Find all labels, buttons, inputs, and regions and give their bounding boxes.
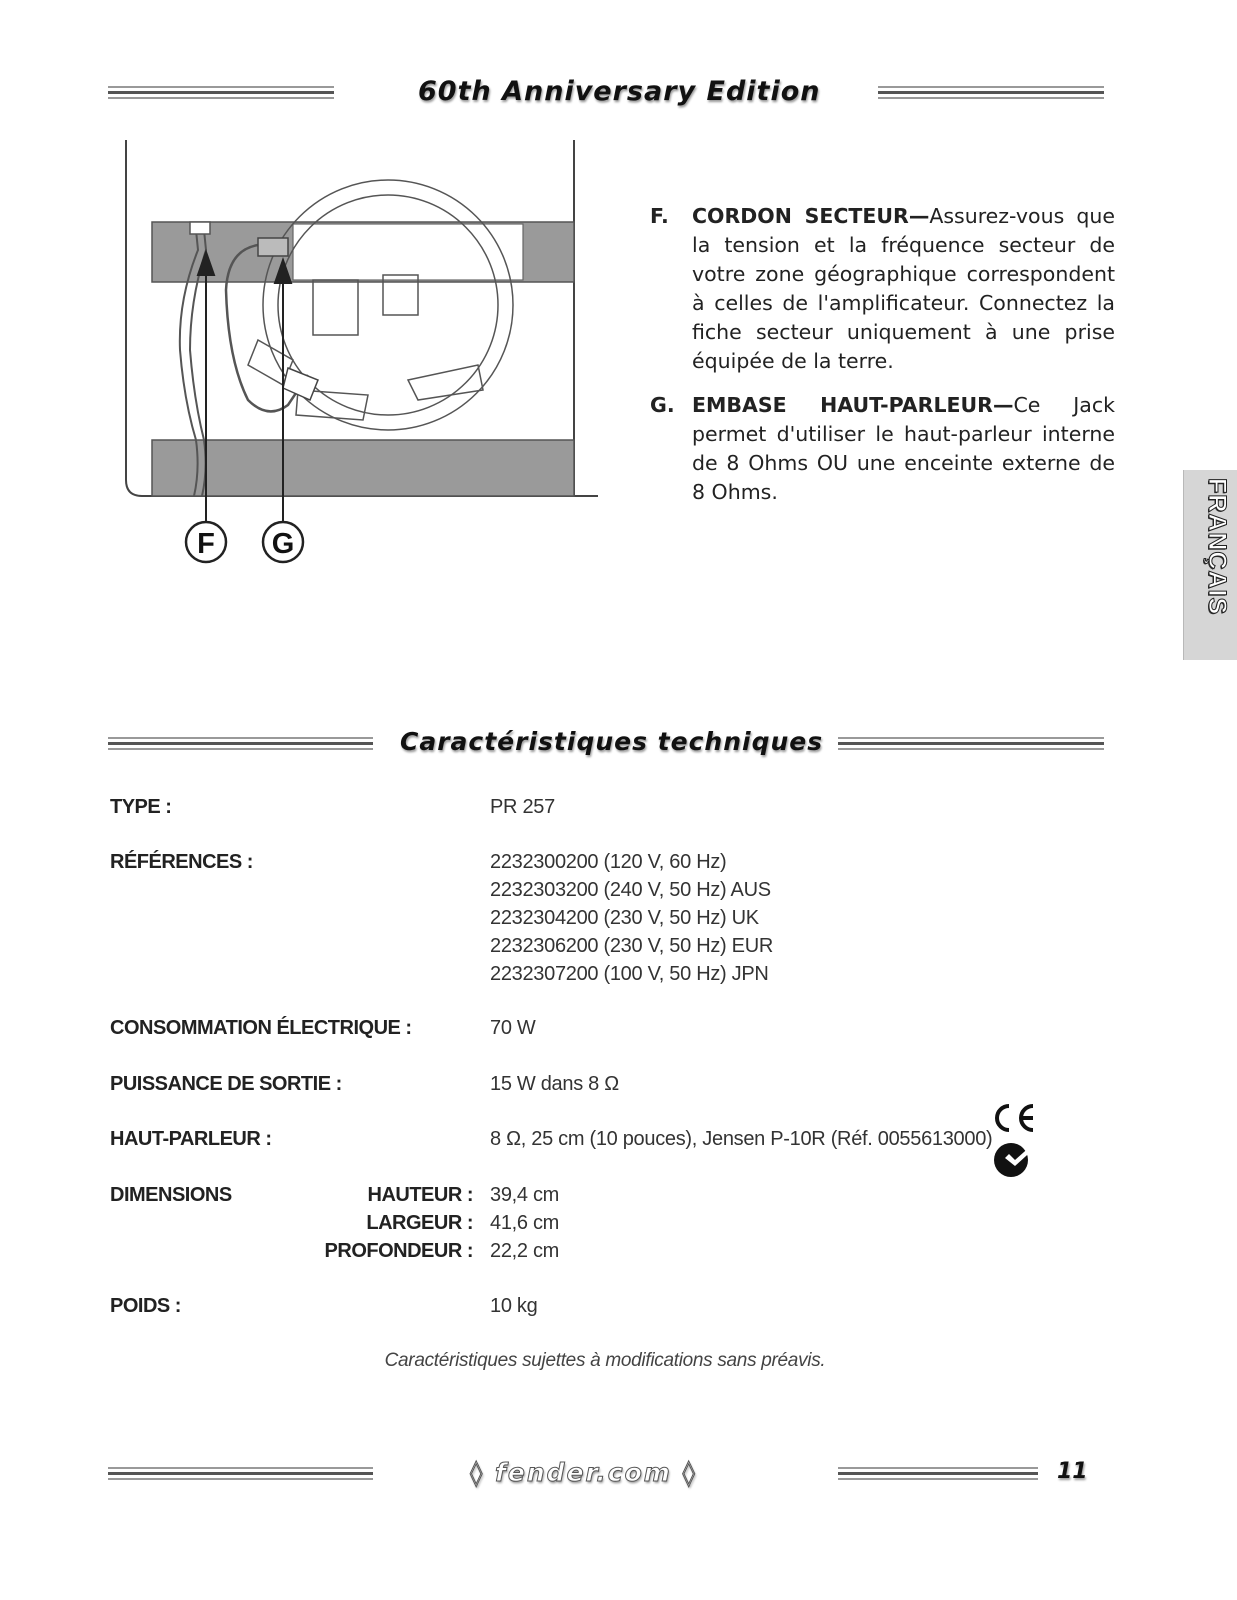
footer-rule-right	[838, 1467, 1038, 1481]
tube-housing	[293, 224, 523, 280]
item-f-description	[650, 202, 1115, 376]
speaker-outline	[248, 180, 513, 430]
spec-ref-2: 2232303200 (240 V, 50 Hz) AUS	[490, 879, 771, 901]
amplifier-rear-panel-diagram	[118, 140, 618, 580]
spec-output-value: 15 W dans 8 Ω	[490, 1073, 619, 1095]
page-header-title: 60th Anniversary Edition	[418, 76, 821, 107]
spec-speaker-label: HAUT-PARLEUR :	[110, 1128, 272, 1150]
spec-ref-1: 2232300200 (120 V, 60 Hz)	[490, 851, 727, 873]
page-number: 11	[1057, 1459, 1088, 1484]
spec-width-label: LARGEUR :	[366, 1212, 473, 1234]
bottom-chassis-panel	[152, 440, 574, 496]
spec-depth-value: 22,2 cm	[490, 1240, 560, 1262]
spec-ref-3: 2232304200 (230 V, 50 Hz) UK	[490, 907, 759, 929]
spec-power-value: 70 W	[490, 1017, 536, 1039]
language-tab-label: FRANÇAIS	[1203, 478, 1231, 616]
item-g-text: Ce Jack permet d'utiliser le haut-parleur interne de 8 Ohms OU une enceinte externe de 8 Ohms.	[692, 393, 1115, 504]
spec-height-value: 39,4 cm	[490, 1184, 560, 1206]
spec-weight-value: 10 kg	[490, 1295, 538, 1317]
item-g-letter: G.	[650, 393, 675, 417]
specs-disclaimer: Caractéristiques sujettes à modifications sans préavis.	[384, 1350, 826, 1371]
item-f-title: CORDON SECTEUR—	[692, 204, 930, 228]
spec-output-label: PUISSANCE DE SORTIE :	[110, 1073, 342, 1095]
specs-heading: Caractéristiques techniques	[400, 727, 824, 756]
footer-rule-left	[108, 1467, 373, 1481]
header-rule-right	[878, 86, 1104, 100]
spec-speaker-value: 8 Ω, 25 cm (10 pouces), Jensen P-10R (Réf. 0055613000)	[490, 1128, 993, 1150]
spec-width-value: 41,6 cm	[490, 1212, 560, 1234]
callout-g-label: G	[271, 528, 295, 560]
spec-weight-label: POIDS :	[110, 1295, 181, 1317]
spec-ref-4: 2232306200 (230 V, 50 Hz) EUR	[490, 935, 773, 957]
item-f-letter: F.	[650, 204, 669, 228]
spec-refs-label: RÉFÉRENCES :	[110, 851, 253, 873]
spec-type-value: PR 257	[490, 796, 555, 818]
callout-f	[186, 522, 226, 562]
spec-height-label: HAUTEUR :	[367, 1184, 473, 1206]
ce-ctick-mark	[985, 1100, 1045, 1180]
spec-power-label: CONSOMMATION ÉLECTRIQUE :	[110, 1017, 412, 1039]
header-rule-left	[108, 86, 334, 100]
specs-rule-right	[838, 737, 1104, 751]
spec-depth-label: PROFONDEUR :	[324, 1240, 473, 1262]
spec-type-label: TYPE :	[110, 796, 172, 818]
spec-dimensions-label: DIMENSIONS	[110, 1184, 232, 1206]
item-f-text: Assurez-vous que la tension et la fréquence secteur de votre zone géographique correspondent à celles de l'amplificateur. Connectez la fiche secteur uniquement à une prise équipée de la terre.	[692, 204, 1115, 373]
specs-rule-left	[108, 737, 373, 751]
spec-ref-5: 2232307200 (100 V, 50 Hz) JPN	[490, 963, 769, 985]
item-g-description	[650, 391, 1115, 507]
callout-f-label: F	[197, 528, 215, 560]
item-g-title: EMBASE HAUT-PARLEUR—	[692, 393, 1014, 417]
callout-g	[263, 522, 303, 562]
ce-icon	[997, 1106, 1033, 1130]
c-tick-icon	[994, 1143, 1037, 1177]
footer-website: ◊ fender.com ◊	[470, 1458, 697, 1487]
language-tab	[1183, 470, 1237, 660]
